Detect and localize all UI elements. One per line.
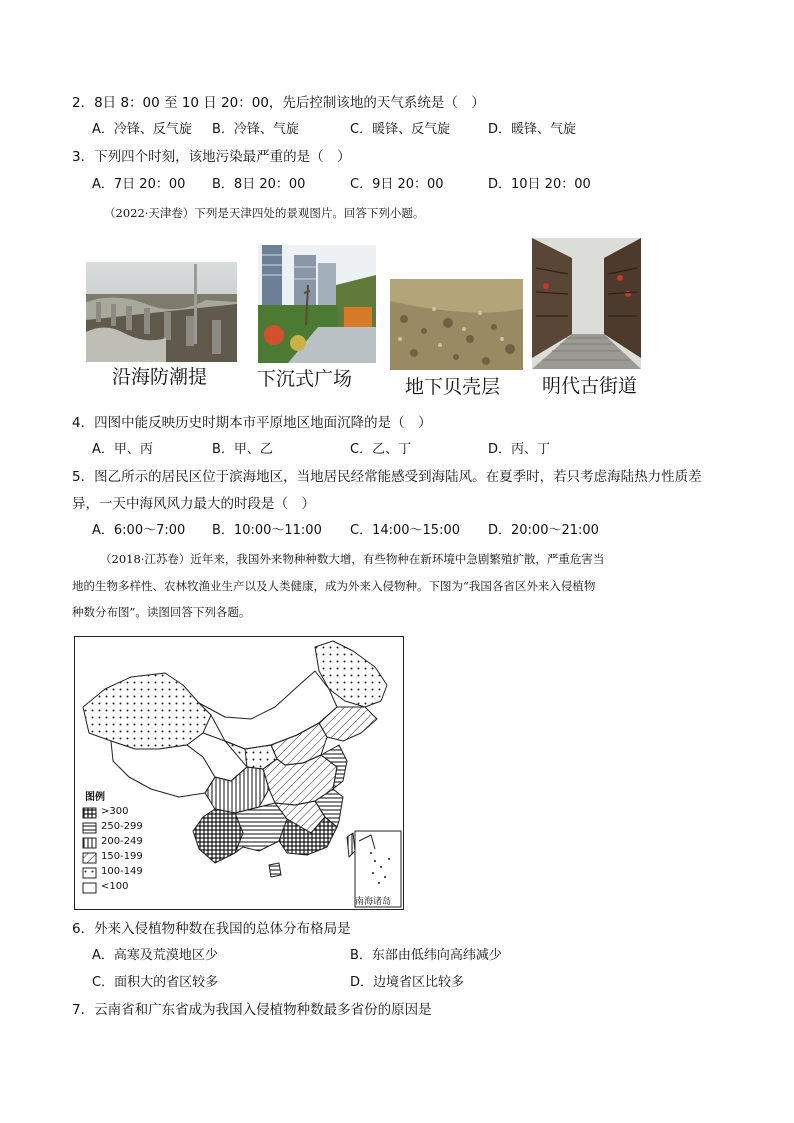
question-5-stem-line1: 5．图乙所示的居民区位于滨海地区，当地居民经常能感受到海陆风。在夏季时，若只考虑海陆热力性质差 — [72, 469, 702, 485]
question-4-option-d: D．丙、丁 — [488, 442, 551, 457]
china-invasive-species-map — [74, 636, 404, 910]
legend-item-100: <100 — [101, 881, 129, 892]
question-4-stem: 4．四图中能反映历史时期本市平原地区地面沉降的是（ ） — [72, 415, 432, 431]
question-2-option-a: A．冷锋、反气旋 — [92, 122, 192, 137]
question-3-option-a: A．7日 20：00 — [92, 177, 186, 192]
photo-sunken-plaza — [258, 245, 376, 363]
question-2-stem: 2．8日 8：00 至 10 日 20：00，先后控制该地的天气系统是（ ） — [72, 95, 485, 111]
question-6-option-c: C．面积大的省区较多 — [92, 975, 219, 990]
question-6-option-a: A．高寒及荒漠地区少 — [92, 948, 218, 963]
intro-jiangsu-line2: 地的生物多样性、农林牧渔业生产以及人类健康，成为外来入侵物种。下图为“我国各省区外来入侵植物 — [72, 579, 596, 593]
question-4-option-a: A．甲、丙 — [92, 442, 153, 457]
legend-title: 图例 — [85, 792, 105, 803]
caption-sunken-plaza: 下沉式广场 — [257, 368, 353, 390]
caption-shell-layer: 地下贝壳层 — [405, 376, 501, 398]
question-3-stem: 3．下列四个时刻，该地污染最严重的是（ ） — [72, 149, 351, 165]
question-3-option-b: B．8日 20：00 — [212, 177, 306, 192]
region-taiwan — [347, 833, 355, 857]
legend-item-300: >300 — [101, 806, 129, 817]
region-xinjiang — [83, 673, 211, 749]
question-4-option-c: C．乙、丁 — [350, 442, 412, 457]
question-6-option-d: D．边境省区比较多 — [350, 975, 465, 990]
question-5-option-c: C．14:00～15:00 — [350, 523, 461, 538]
question-3-option-d: D．10日 20：00 — [488, 177, 591, 192]
intro-tianjin: （2022·天津卷）下列是天津四处的景观图片。回答下列小题。 — [104, 206, 425, 220]
caption-seawall: 沿海防潮提 — [112, 366, 208, 388]
legend-item-150-199: 150-199 — [101, 851, 143, 862]
question-2-option-b: B．冷锋、气旋 — [212, 122, 299, 137]
question-5-option-d: D．20:00～21:00 — [488, 523, 599, 538]
region-hainan — [269, 863, 281, 877]
question-2-option-c: C．暖锋、反气旋 — [350, 122, 451, 137]
photo-shell-layer — [390, 279, 523, 370]
question-4-option-b: B．甲、乙 — [212, 442, 273, 457]
region-yunnan — [193, 809, 243, 863]
inset-label: 南海诸岛 — [355, 897, 392, 907]
legend-item-250-299: 250-299 — [101, 821, 143, 832]
intro-jiangsu-line1: （2018·江苏卷）近年来，我国外来物种种数大增，有些物种在新环境中急剧繁殖扩散，严重危害当 — [100, 552, 605, 566]
intro-jiangsu-line3: 种数分布图”。读图回答下列各题。 — [72, 605, 251, 619]
legend-item-200-249: 200-249 — [101, 836, 143, 847]
question-3-option-c: C．9日 20：00 — [350, 177, 444, 192]
photo-seawall — [86, 262, 237, 362]
question-5-option-b: B．10:00～11:00 — [212, 523, 322, 538]
question-6-stem: 6．外来入侵植物种数在我国的总体分布格局是 — [72, 921, 351, 937]
caption-ancient-street: 明代古街道 — [542, 375, 638, 397]
question-5-option-a: A．6:00～7:00 — [92, 523, 186, 538]
question-2-option-d: D．暖锋、气旋 — [488, 122, 577, 137]
question-6-option-b: B．东部由低纬向高纬减少 — [350, 948, 502, 963]
question-7-stem: 7．云南省和广东省成为我国入侵植物种数最多省份的原因是 — [72, 1002, 432, 1018]
legend-item-100-149: 100-149 — [101, 866, 143, 877]
question-5-stem-line2: 异，一天中海风风力最大的时段是（ ） — [72, 496, 315, 512]
photo-ancient-street — [532, 238, 641, 369]
